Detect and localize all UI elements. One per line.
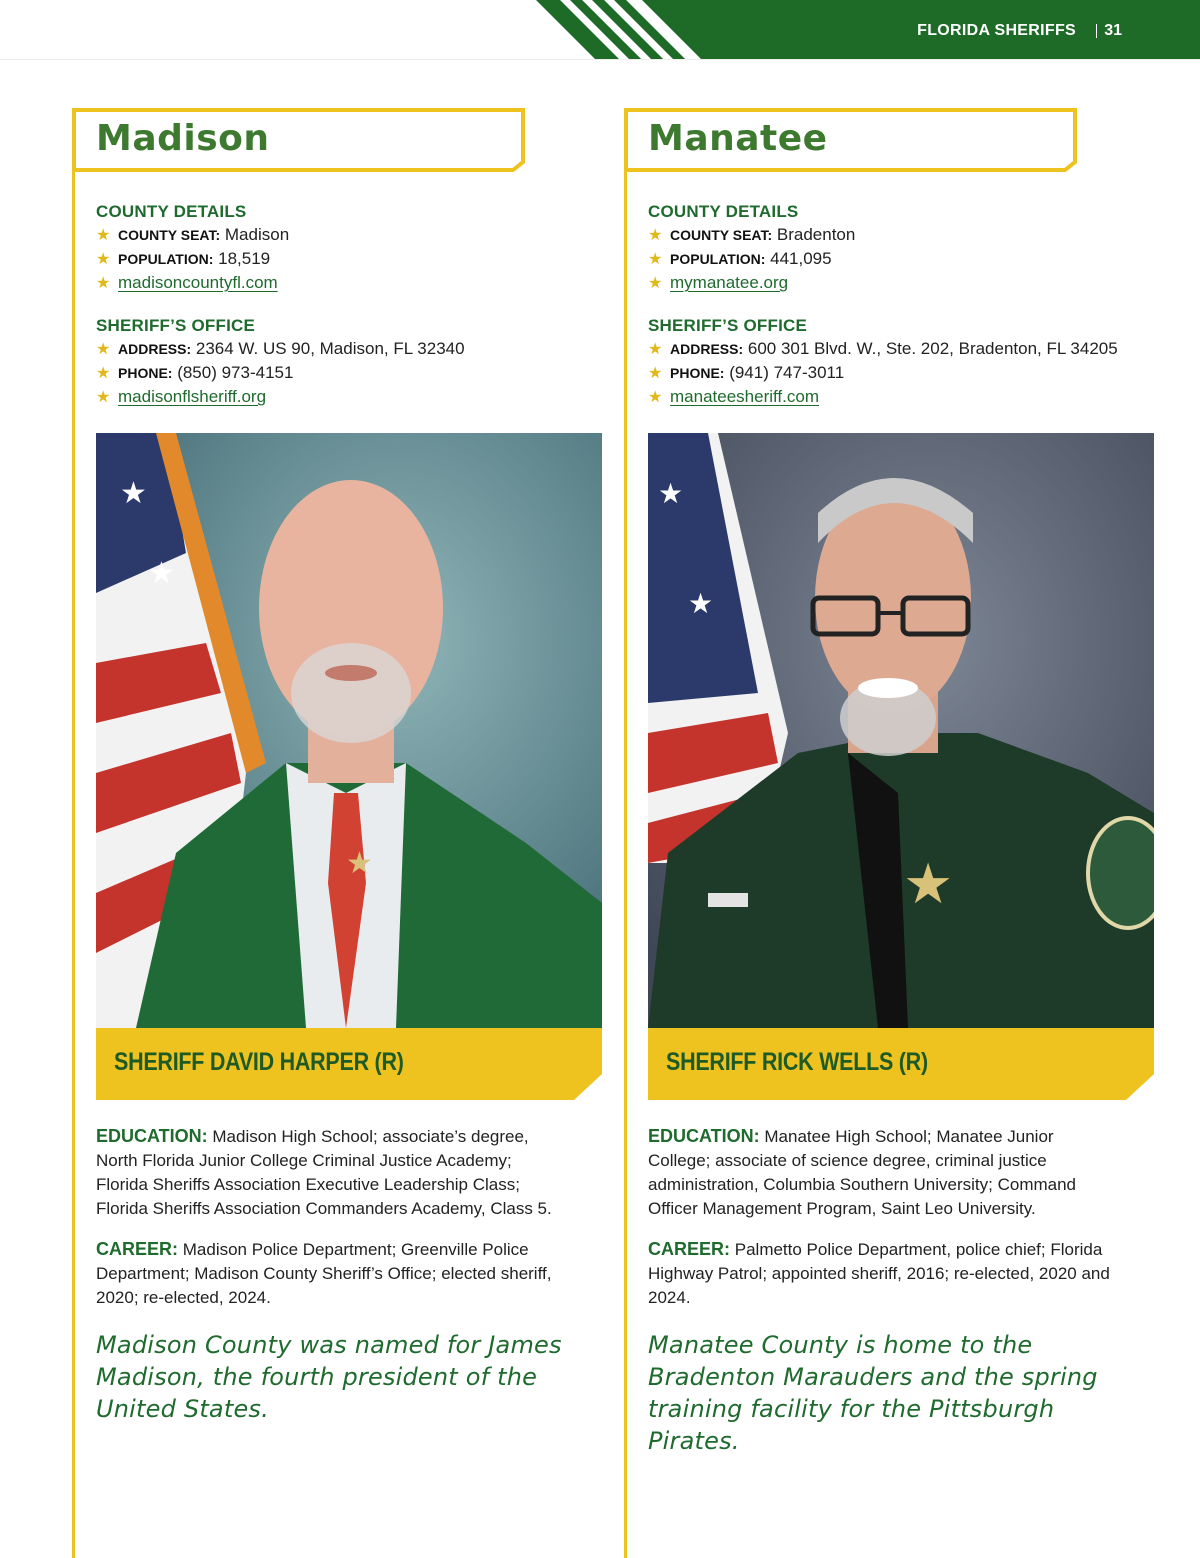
star-icon: ★ — [96, 341, 111, 358]
svg-text:★: ★ — [120, 477, 147, 510]
address-value: 2364 W. US 90, Madison, FL 32340 — [195, 339, 465, 358]
phone-label: PHONE: — [670, 365, 725, 381]
office-website-link[interactable]: madisonflsheriff.org — [118, 387, 267, 406]
population-row — [96, 249, 270, 269]
star-icon: ★ — [648, 227, 663, 244]
county-seat-value: Bradenton — [776, 225, 856, 244]
county-seat-row — [96, 225, 289, 245]
education-text: Manatee High School; Manatee Junior College; associate of science degree, criminal justice administration, Columbia Southern University; Command Officer Management Program, Saint Leo University. — [648, 1127, 1077, 1218]
sheriffs-office-heading: SHERIFF’S OFFICE — [96, 316, 256, 335]
address-row — [96, 339, 465, 359]
sheriff-name-banner — [648, 1028, 1154, 1100]
career-text: Palmetto Police Department, police chief; Florida Highway Patrol; appointed sheriff, 2016; re-elected, 2020 and 2024. — [648, 1240, 1110, 1307]
county-seat-value: Madison — [224, 225, 290, 244]
county-website-row — [648, 273, 788, 293]
career-paragraph — [648, 1237, 1118, 1310]
sheriff-portrait — [648, 433, 1154, 1028]
county-seat-row — [648, 225, 855, 245]
star-icon: ★ — [648, 341, 663, 358]
sheriff-name-banner — [96, 1028, 602, 1100]
sheriffs-office-heading: SHERIFF’S OFFICE — [648, 316, 808, 335]
address-row — [648, 339, 1118, 359]
population-label: POPULATION: — [670, 251, 766, 267]
education-label: EDUCATION: — [96, 1126, 208, 1146]
population-row — [648, 249, 832, 269]
page-header — [0, 0, 1200, 60]
svg-text:★: ★ — [148, 557, 175, 590]
county-name: Manatee — [648, 118, 828, 159]
career-label: CAREER: — [96, 1239, 179, 1259]
star-icon: ★ — [96, 227, 111, 244]
county-name: Madison — [96, 118, 270, 159]
publication-title: FLORIDA SHERIFFS — [917, 22, 1076, 39]
education-text: Madison High School; associate’s degree, North Florida Junior College Criminal Justice Academy; Florida Sheriffs Association Executive Leadership Class; Florida Sheriffs Association Commanders Academy, Class 5. — [96, 1127, 552, 1218]
column-rule — [72, 108, 75, 1558]
star-icon: ★ — [648, 365, 663, 382]
header-rule — [0, 59, 1200, 60]
county-details-heading: COUNTY DETAILS — [648, 202, 799, 221]
svg-text:★: ★ — [658, 478, 684, 509]
population-value: 441,095 — [770, 249, 832, 268]
sheriff-portrait — [96, 433, 602, 1028]
phone-label: PHONE: — [118, 365, 173, 381]
star-icon: ★ — [96, 275, 111, 292]
county-website-link[interactable]: madisoncountyfl.com — [118, 273, 278, 292]
office-website-row — [96, 387, 266, 407]
county-title-box — [624, 108, 1079, 172]
page-number: 31 — [1104, 22, 1122, 39]
star-icon: ★ — [648, 275, 663, 292]
county-website-link[interactable]: mymanatee.org — [670, 273, 789, 292]
svg-text:★: ★ — [903, 852, 954, 915]
star-icon: ★ — [648, 389, 663, 406]
sheriff-name: SHERIFF DAVID HARPER (R) — [114, 1048, 404, 1076]
phone-value: (941) 747-3011 — [729, 363, 845, 382]
population-label: POPULATION: — [118, 251, 214, 267]
county-column-madison — [72, 108, 612, 1558]
career-text: Madison Police Department; Greenville Police Department; Madison County Sheriff’s Office; elected sheriff, 2020; re-elected, 2024. — [96, 1240, 552, 1307]
county-seat-label: COUNTY SEAT: — [670, 227, 773, 243]
education-label: EDUCATION: — [648, 1126, 760, 1146]
county-fact: Madison County was named for James Madison, the fourth president of the United States. — [96, 1331, 562, 1423]
phone-row — [96, 363, 293, 383]
office-website-row — [648, 387, 819, 407]
career-paragraph — [96, 1237, 566, 1310]
county-details-heading: COUNTY DETAILS — [96, 202, 247, 221]
office-website-link[interactable]: manateesheriff.com — [670, 387, 819, 406]
address-label: ADDRESS: — [670, 341, 744, 357]
svg-text:★: ★ — [688, 588, 714, 619]
education-paragraph — [96, 1124, 566, 1221]
star-icon: ★ — [96, 389, 111, 406]
star-icon: ★ — [96, 365, 111, 382]
county-website-row — [96, 273, 278, 293]
star-icon: ★ — [648, 251, 663, 268]
phone-row — [648, 363, 844, 383]
education-paragraph — [648, 1124, 1118, 1221]
svg-text:★: ★ — [346, 847, 373, 880]
county-fact: Manatee County is home to the Bradenton Marauders and the spring training facility for the Pittsburgh Pirates. — [648, 1331, 1098, 1455]
county-seat-label: COUNTY SEAT: — [118, 227, 221, 243]
population-value: 18,519 — [218, 249, 271, 268]
address-value: 600 301 Blvd. W., Ste. 202, Bradenton, FL 34205 — [747, 339, 1118, 358]
county-title-box — [72, 108, 527, 172]
header-divider — [1096, 24, 1097, 38]
column-rule — [624, 108, 627, 1558]
county-column-manatee — [624, 108, 1164, 1558]
sheriff-name: SHERIFF RICK WELLS (R) — [666, 1048, 928, 1076]
phone-value: (850) 973-4151 — [177, 363, 294, 382]
address-label: ADDRESS: — [118, 341, 192, 357]
star-icon: ★ — [96, 251, 111, 268]
career-label: CAREER: — [648, 1239, 731, 1259]
